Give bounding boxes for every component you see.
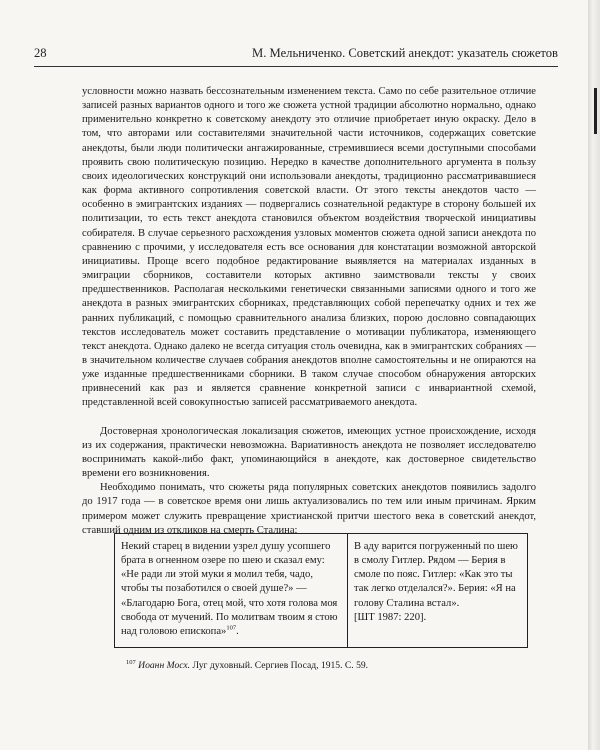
body-text	[82, 85, 536, 538]
header-rule	[34, 66, 558, 67]
table-cell-anecdote	[348, 534, 527, 647]
footnote-citation: Луг духовный. Сергиев Посад, 1915. С. 59.	[190, 660, 369, 671]
paragraph-3: Необходимо понимать, что сюжеты ряда популярных советских анекдотов появились задолго до 1917 года — в советское время они лишь актуализовались по тем или иным причинам. Ярким примером может служить превращение христианской притчи шестого века в советский анекдот, ставший одним из откликов на смерть Сталина:	[82, 482, 536, 536]
parable-text: Некий старец в видении узрел душу усопшего брата в огненном озере по шею и сказал ему: «Не ради ли этой муки я молил тебя, чадо, чтобы ты позаботился о своей душе?» — «Благодарю Бога, отец мой, что хотя голова моя свобода от мучений. По молитвам твоим я стою над головою епископа»	[121, 541, 338, 637]
table-cell-parable: Некий старец в видении узрел душу усопшего брата в огненном озере по шею и сказал ему: «Не ради ли этой муки я молил тебя, чадо, чтобы ты позаботился о своей душе?» — «Благодарю Бога, отец мой, что хотя голова моя свобода от мучений. По молитвам твоим я стою над головою епископа»$^{107}$.	[115, 534, 348, 647]
paragraph-2: Достоверная хронологическая локализация сюжетов, имеющих устное происхождение, исходя из их содержания, практически невозможна. Вариативность анекдота не позволяет исследователю воспринимать какой-либо факт, упоминающийся в анекдоте, как достоверное свидетельство времени его возникновения.	[82, 425, 536, 480]
footnote	[126, 660, 526, 672]
page-number: 28	[34, 46, 47, 60]
anecdote-text: В аду варится погруженный по шею в смолу Гитлер. Рядом — Берия в смоле по пояс. Гитлер: «Как это ты так легко отделался?». Берия: «Я на голову Сталина встал».	[354, 541, 518, 609]
footnote-number: 107	[126, 658, 136, 666]
running-title: М. Мельниченко. Советский анекдот: указатель сюжетов	[252, 46, 558, 60]
footnote-author: Иоанн Мосх.	[138, 660, 191, 671]
footnote-ref[interactable]: 107	[226, 624, 237, 632]
comparison-table	[114, 533, 528, 648]
running-header	[34, 46, 558, 61]
paragraph-1: условности можно назвать бессознательным изменением текста. Само по себе разительное отличие записей разных вариантов одного и того же сюжета устной традиции абсолютно нормально, однако применительно конкретно к советскому анекдоту это отличие приобретает иную окраску. Дело в том, что авторами или составителями значительной части источников, содержащих советские анекдоты, были люди политически ангажированные, стремившиеся всеми доступными способами проявить свою политическую позицию. Нередко в качестве дополнительного аргумента в пользу своих идеологических конструкций они использовали анекдоты, традиционно рассматривавшиеся как форма активного сопротивления советской власти. От этого тексты анекдотов часто — особенно в эмигрантских изданиях — подвергались сознательной редактуре в сторону большей их политизации, то есть текст анекдота становился объектом воздействия творческой инициативы собирателя. В случае серьезного расхождения узловых моментов сюжета одной записи анекдота по сравнению с прочими, у исследователя есть все основания для констатации возможной авторской инициативы. Проще всего подобное редактирование выявляется на материалах изданных в эмиграции сборников, составители которых активно заимствовали тексты у своих предшественников. Располагая несколькими генетически связанными записями одного и того же анекдота в разных эмигрантских сборниках, представляющих собой перепечатку одних и тех же ранних публикаций, с помощью сравнительного анализа близких, порою дословно совпадающих текстов исследователь может составить представление о мотивации публикатора, изменяющего текст анекдота. Однако далеко не всегда ситуация столь очевидна, как в эмигрантских собраниях — в значительном количестве случаев собрания анекдотов вполне самостоятельны и не опираются на уже изданные предшественниками сборники. В таком случае способом обнаружения авторских привнесений как раз и является сравнение конкретной записи с инвариантной схемой, представленной всей совокупностью записей рассматриваемого анекдота.	[82, 86, 536, 409]
page-edge	[588, 0, 600, 750]
page-edge-mark	[594, 88, 597, 134]
anecdote-source: [ШТ 1987: 220].	[354, 611, 427, 623]
